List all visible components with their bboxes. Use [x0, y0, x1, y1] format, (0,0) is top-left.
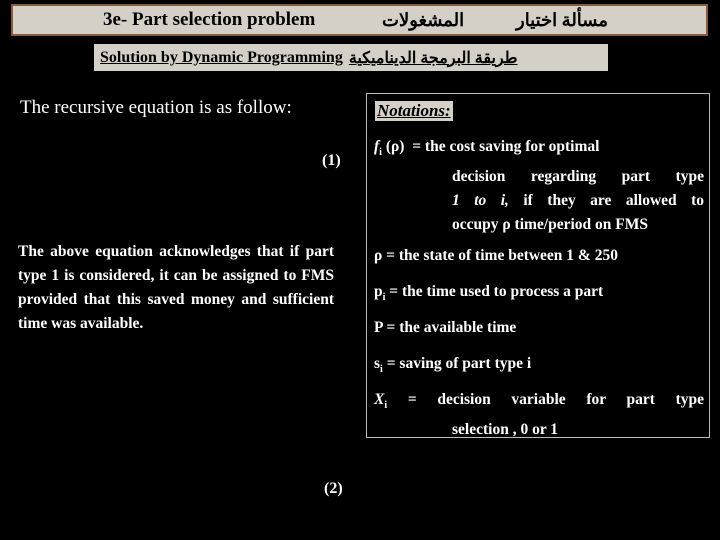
x-symbol: X	[374, 391, 385, 408]
notation-p	[374, 280, 603, 310]
f-def-line2: decision regarding part type	[452, 168, 704, 186]
notation-s	[374, 352, 531, 382]
f-def-line3-rest: if they are allowed to	[523, 192, 704, 210]
notation-x	[374, 388, 704, 442]
explanation-paragraph: The above equation acknowledges that if part type 1 is considered, it can be assigned to FMS provided that this saved money and sufficient time was available.	[18, 243, 334, 332]
f-argument: (ρ)	[385, 138, 405, 155]
f-subscript: i	[379, 147, 382, 159]
title-bar	[11, 4, 708, 36]
subtitle-arabic: طريقة البرمجة الديناميكية	[348, 49, 518, 67]
p-definition: = the time used to process a part	[389, 283, 604, 300]
f-def-line3-italic: 1 to i,	[452, 192, 509, 210]
title-english: 3e- Part selection problem	[103, 9, 316, 30]
notation-x-line1	[374, 388, 704, 418]
equation-1-label: (1)	[322, 152, 341, 169]
notation-capital-p: P = the available time	[374, 319, 517, 336]
notation-f	[374, 135, 704, 237]
title-arabic-part2: مسألة اختيار	[516, 9, 608, 30]
f-def-line4: occupy ρ time/period on FMS	[452, 216, 649, 234]
f-equals: =	[412, 138, 422, 155]
s-definition: = saving of part type i	[386, 355, 532, 372]
x-def-line1: = decision variable for part type	[407, 391, 705, 408]
notations-box	[366, 93, 710, 438]
f-symbol: f	[374, 138, 380, 155]
x-def-line2: selection , 0 or 1	[452, 421, 559, 439]
s-symbol: s	[374, 355, 381, 372]
notation-f-line3	[374, 189, 704, 213]
notation-f-line1	[374, 135, 704, 165]
x-subscript: i	[384, 400, 388, 412]
intro-text: The recursive equation is as follow:	[20, 97, 292, 118]
subtitle-bar	[94, 44, 608, 71]
notations-heading: Notations:	[377, 101, 451, 120]
equation-2-label: (2)	[324, 480, 343, 497]
f-def-line1: the cost saving for optimal	[424, 138, 600, 155]
p-symbol: p	[374, 283, 383, 300]
p-subscript: i	[382, 292, 386, 304]
notation-rho: ρ = the state of time between 1 & 250	[374, 247, 618, 264]
title-arabic-part1: المشغولات	[382, 9, 465, 30]
subtitle-english: Solution by Dynamic Programming	[100, 48, 343, 66]
s-subscript: i	[380, 364, 383, 376]
